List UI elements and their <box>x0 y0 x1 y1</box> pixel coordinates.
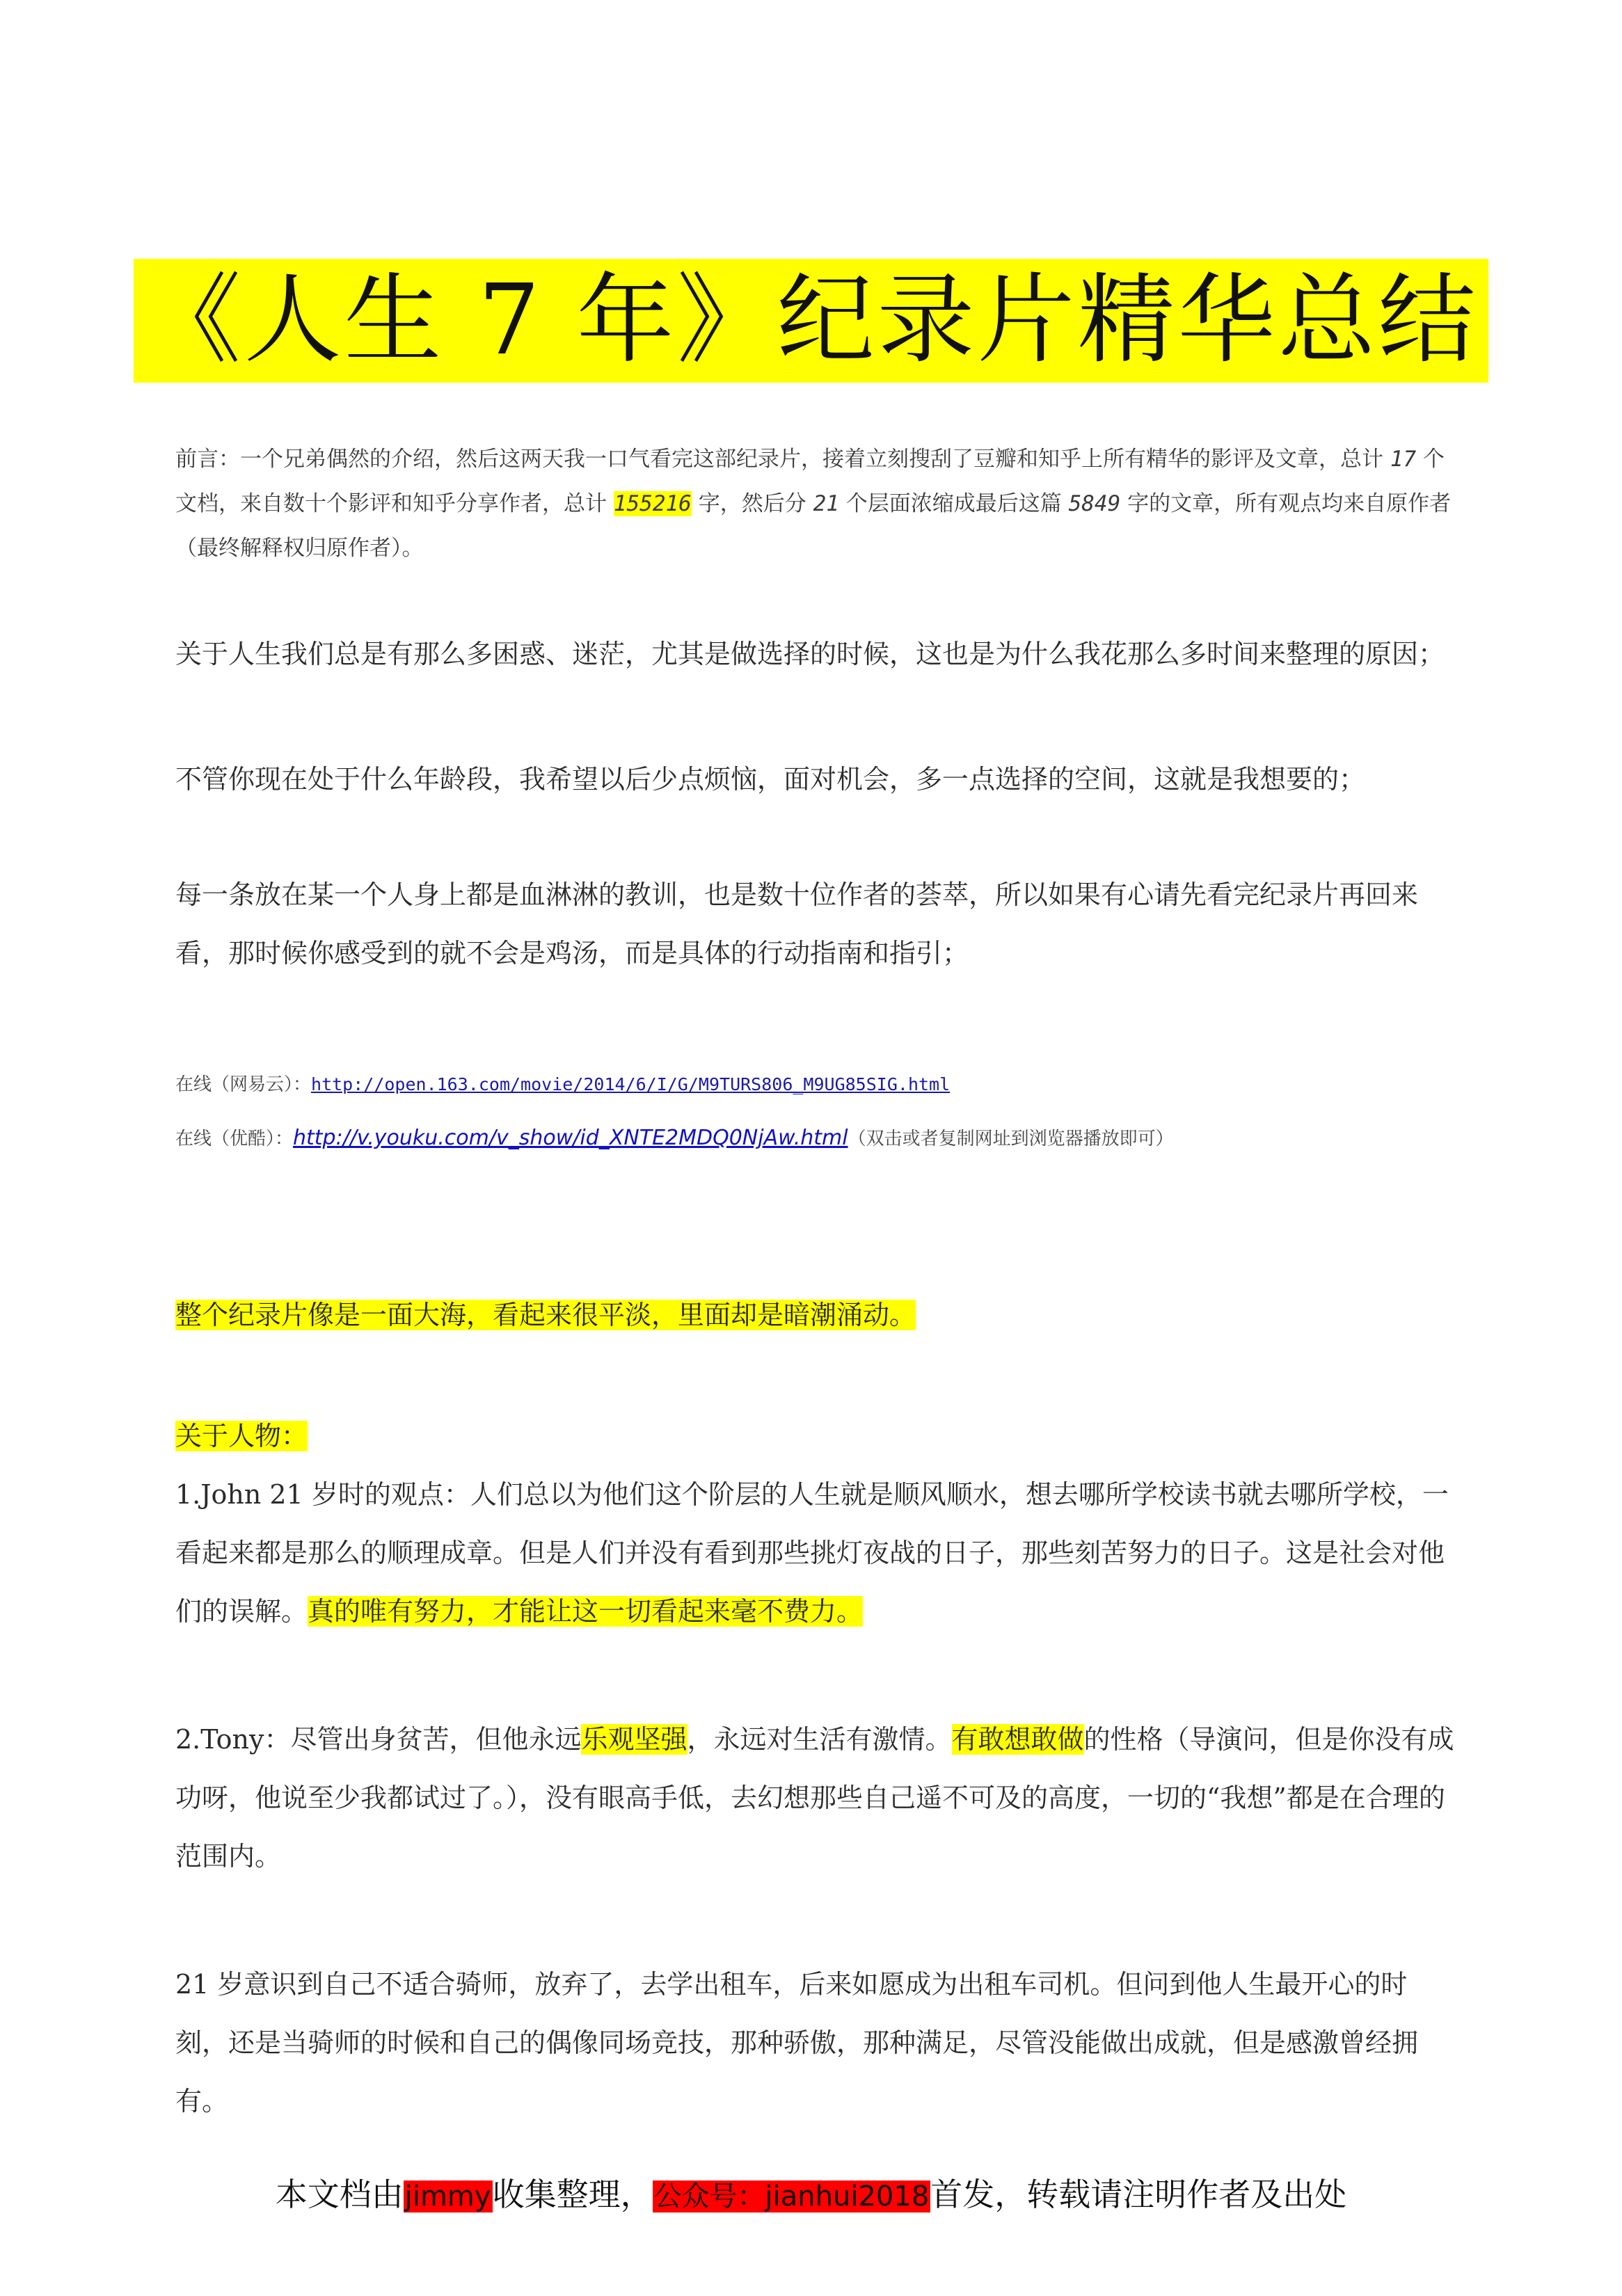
paragraph-john <box>175 1465 1456 1641</box>
footer-account: 公众号：jianhui2018 <box>653 2181 930 2213</box>
intro-paragraph <box>175 437 1456 571</box>
netease-label: 在线（网易云）： <box>175 1074 312 1095</box>
title-container <box>0 259 1622 383</box>
tony-text-3: 的性格（导演问，但是你没有成功呀，他说至少我都试过了。），没有眼高手低，去幻想那些自己遥不可及的高度，一切的“我想”都是在合理的范围内。 <box>175 1724 1454 1872</box>
section-heading <box>175 1415 1456 1457</box>
footer-text-3: 首发，转载请注明作者及出处 <box>930 2176 1347 2213</box>
paragraph-tony-21: 21 岁意识到自己不适合骑师，放弃了，去学出租车，后来如愿成为出租车司机。但问到他人生最开心的时刻，还是当骑师的时候和自己的偶像同场竞技，那种骄傲，那种满足，尽管没能做出成就，但是感激曾经拥有。 <box>175 1969 1419 2116</box>
tony-text-2: ，永远对生活有激情。 <box>687 1724 952 1755</box>
section-label: 关于人物： <box>175 1421 308 1451</box>
intro-text-2: 个文档，来自数十个影评和知乎分享作者，总计 <box>175 447 1445 516</box>
intro-num-chars: 155216 <box>613 491 692 516</box>
john-text: 1.John 21 岁时的观点：人们总以为他们这个阶层的人生就是顺风顺水，想去哪所学校读书就去哪所学校，一看起来都是那么的顺理成章。但是人们并没有看到那些挑灯夜战的日子，那些刻苦努力的日子。这是社会对他们的误解。 <box>175 1479 1449 1627</box>
intro-num-final: 5849 <box>1068 491 1121 516</box>
netease-link-line <box>175 1070 1456 1096</box>
paragraph-tony <box>175 1710 1456 1886</box>
intro-text-4: 个层面浓缩成最后这篇 <box>838 491 1069 516</box>
youku-link-line <box>175 1124 1456 1150</box>
footer-author: jimmy <box>404 2181 491 2213</box>
intro-text-5: 字的文章，所有观点均来自原作者（最终解释权归原作者）。 <box>175 491 1452 561</box>
intro-text-1: 前言：一个兄弟偶然的介绍，然后这两天我一口气看完这部纪录片，接着立刻搜刮了豆瓣和知乎上所有精华的影评及文章，总计 <box>175 447 1390 472</box>
tony-highlight-2: 有敢想敢做 <box>951 1724 1084 1755</box>
summary-text: 整个纪录片像是一面大海，看起来很平淡，里面却是暗潮涌动。 <box>175 1300 916 1330</box>
footer-text-2: 收集整理， <box>492 2176 653 2213</box>
youku-note: （双击或者复制网址到浏览器播放即可） <box>848 1129 1174 1149</box>
paragraph-wish: 不管你现在处于什么年龄段，我希望以后少点烦恼，面对机会，多一点选择的空间，这就是我想要的； <box>175 764 1366 795</box>
intro-text-3: 字，然后分 <box>691 491 813 516</box>
youku-label: 在线（优酷）： <box>175 1129 294 1149</box>
paragraph-lessons: 每一条放在某一个人身上都是血淋淋的教训，也是数十位作者的荟萃，所以如果有心请先看完纪录片再回来看，那时候你感受到的就不会是鸡汤，而是具体的行动指南和指引； <box>175 879 1419 968</box>
paragraph-confusion: 关于人生我们总是有那么多困惑、迷茫，尤其是做选择的时候，这也是为什么我花那么多时间来整理的原因； <box>175 639 1445 669</box>
summary-line <box>175 1294 1456 1336</box>
netease-link[interactable]: http://open.163.com/movie/2014/6/I/G/M9TURS806_M9UG85SIG.html <box>311 1074 951 1094</box>
footer <box>0 2169 1622 2215</box>
document-title: 《人生 7 年》纪录片精华总结 <box>134 259 1488 383</box>
intro-num-layers: 21 <box>813 491 839 516</box>
tony-text-1: 2.Tony：尽管出身贫苦，但他永远 <box>175 1724 582 1755</box>
tony-highlight-1: 乐观坚强 <box>581 1724 687 1755</box>
john-highlight: 真的唯有努力，才能让这一切看起来毫不费力。 <box>308 1596 864 1627</box>
footer-text-1: 本文档由 <box>275 2176 404 2213</box>
youku-link[interactable]: http://v.youku.com/v_show/id_XNTE2MDQ0NjAw.html <box>293 1126 848 1150</box>
intro-num-docs: 17 <box>1390 447 1417 472</box>
